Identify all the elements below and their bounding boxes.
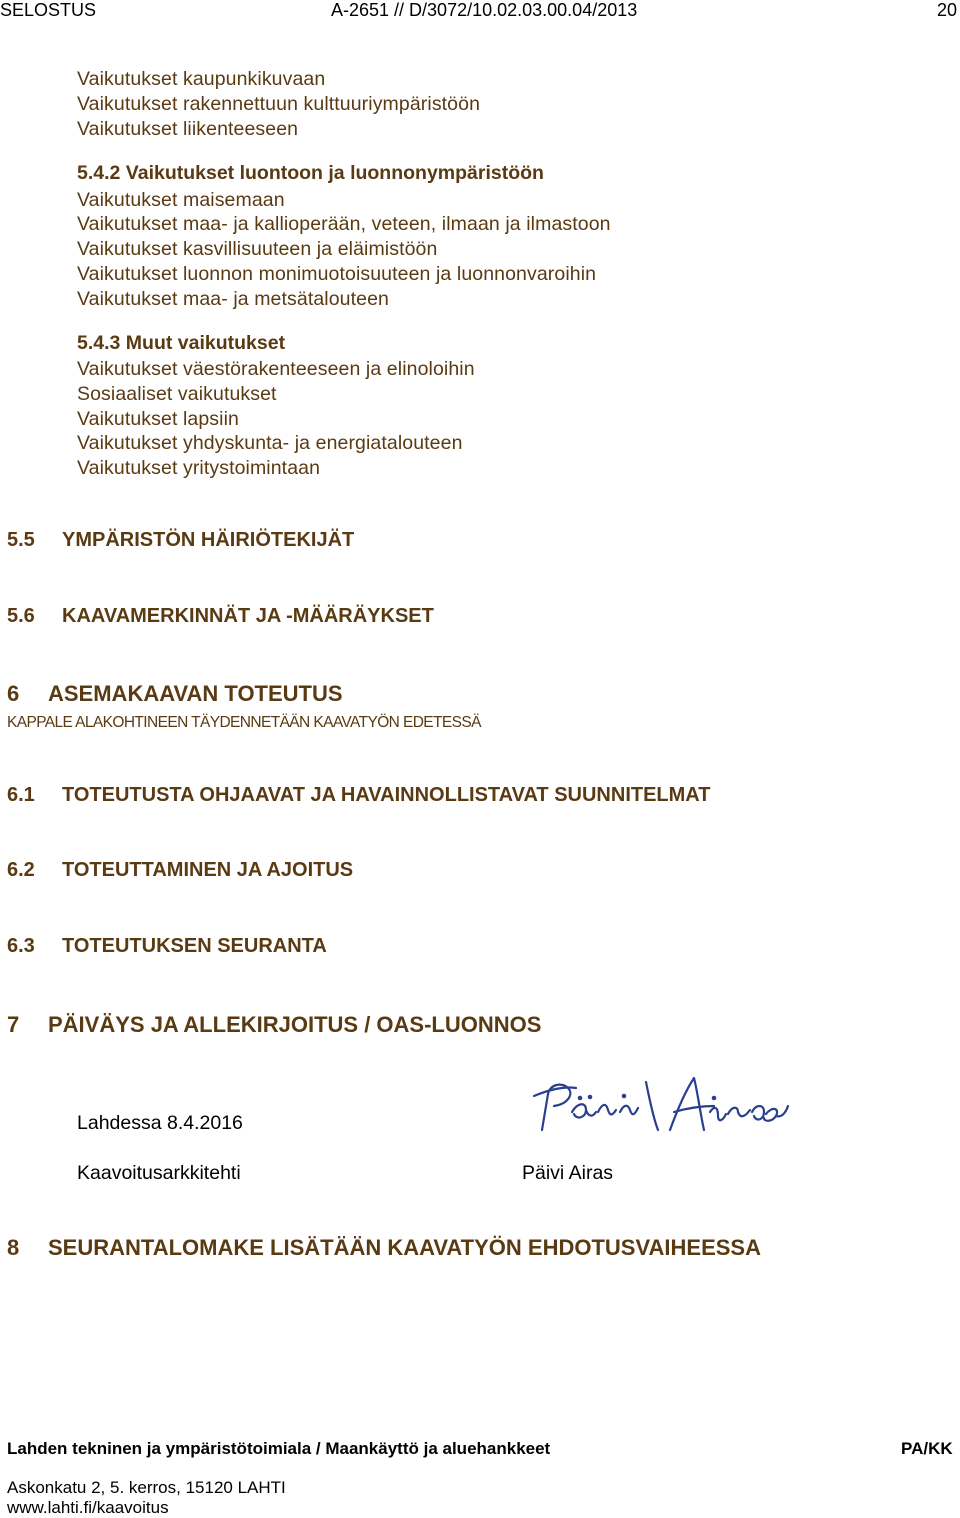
header-left: SELOSTUS [0, 0, 97, 20]
list-item: Vaikutukset maisemaan [77, 189, 285, 211]
heading-number: 8 [7, 1235, 20, 1260]
heading-7 [7, 1012, 541, 1038]
list-item: Sosiaaliset vaikutukset [77, 383, 277, 405]
heading-6-2 [7, 859, 353, 882]
heading-6-1 [7, 784, 711, 807]
footer-website-link[interactable]: www.lahti.fi/kaavoitus [7, 1498, 169, 1517]
section-5-4-3-title: 5.4.3 Muut vaikutukset [77, 332, 286, 354]
heading-text: TOTEUTTAMINEN JA AJOITUS [62, 859, 354, 881]
list-item: Vaikutukset maa- ja kallioperään, veteen, ilmaan ja ilmastoon [77, 213, 611, 235]
section-note: KAPPALE ALAKOHTINEEN TÄYDENNETÄÄN KAAVATYÖN EDETESSÄ [7, 714, 481, 731]
heading-number: 5.5 [7, 529, 35, 551]
list-item: Vaikutukset väestörakenteeseen ja elinoloihin [77, 358, 475, 380]
handwritten-signature [528, 1072, 790, 1142]
heading-text: PÄIVÄYS JA ALLEKIRJOITUS / OAS-LUONNOS [48, 1012, 542, 1037]
list-item: Vaikutukset kasvillisuuteen ja eläimistöön [77, 238, 438, 260]
place-date: Lahdessa 8.4.2016 [77, 1112, 243, 1134]
heading-number: 6 [7, 681, 20, 706]
heading-text: YMPÄRISTÖN HÄIRIÖTEKIJÄT [62, 529, 355, 551]
footer-address: Askonkatu 2, 5. kerros, 15120 LAHTI [7, 1478, 286, 1497]
heading-number: 6.1 [7, 784, 35, 806]
signer-name: Päivi Airas [522, 1162, 614, 1184]
page-number: 20 [937, 0, 958, 20]
list-item: Vaikutukset maa- ja metsätalouteen [77, 288, 389, 310]
footer-initials: PA/KK [901, 1439, 953, 1458]
heading-8 [7, 1235, 761, 1261]
list-item: Vaikutukset liikenteeseen [77, 118, 299, 140]
list-item: Vaikutukset luonnon monimuotoisuuteen ja luonnonvaroihin [77, 263, 597, 285]
heading-text: TOTEUTUKSEN SEURANTA [62, 935, 327, 957]
heading-number: 5.6 [7, 605, 35, 627]
heading-number: 6.2 [7, 859, 35, 881]
heading-text: KAAVAMERKINNÄT JA -MÄÄRÄYKSET [62, 605, 434, 627]
heading-number: 6.3 [7, 935, 35, 957]
list-item: Vaikutukset yritystoimintaan [77, 457, 321, 479]
signer-title: Kaavoitusarkkitehti [77, 1162, 241, 1184]
list-item: Vaikutukset rakennettuun kulttuuriympäristöön [77, 93, 481, 115]
heading-text: ASEMAKAAVAN TOTEUTUS [48, 681, 343, 706]
heading-5-6 [7, 605, 434, 628]
heading-text: TOTEUTUSTA OHJAAVAT JA HAVAINNOLLISTAVAT SUUNNITELMAT [62, 784, 711, 806]
list-item: Vaikutukset kaupunkikuvaan [77, 68, 326, 90]
heading-6 [7, 681, 343, 707]
header-document-id: A-2651 // D/3072/10.02.03.00.04/2013 [331, 0, 638, 20]
footer-organization: Lahden tekninen ja ympäristötoimiala / Maankäyttö ja aluehankkeet [7, 1439, 551, 1458]
heading-6-3 [7, 935, 327, 958]
list-item: Vaikutukset yhdyskunta- ja energiatalouteen [77, 432, 463, 454]
heading-text: SEURANTALOMAKE LISÄTÄÄN KAAVATYÖN EHDOTUSVAIHEESSA [48, 1235, 761, 1260]
section-5-4-2-title: 5.4.2 Vaikutukset luontoon ja luonnonympäristöön [77, 162, 544, 184]
list-item: Vaikutukset lapsiin [77, 408, 239, 430]
heading-number: 7 [7, 1012, 20, 1037]
heading-5-5 [7, 529, 354, 552]
